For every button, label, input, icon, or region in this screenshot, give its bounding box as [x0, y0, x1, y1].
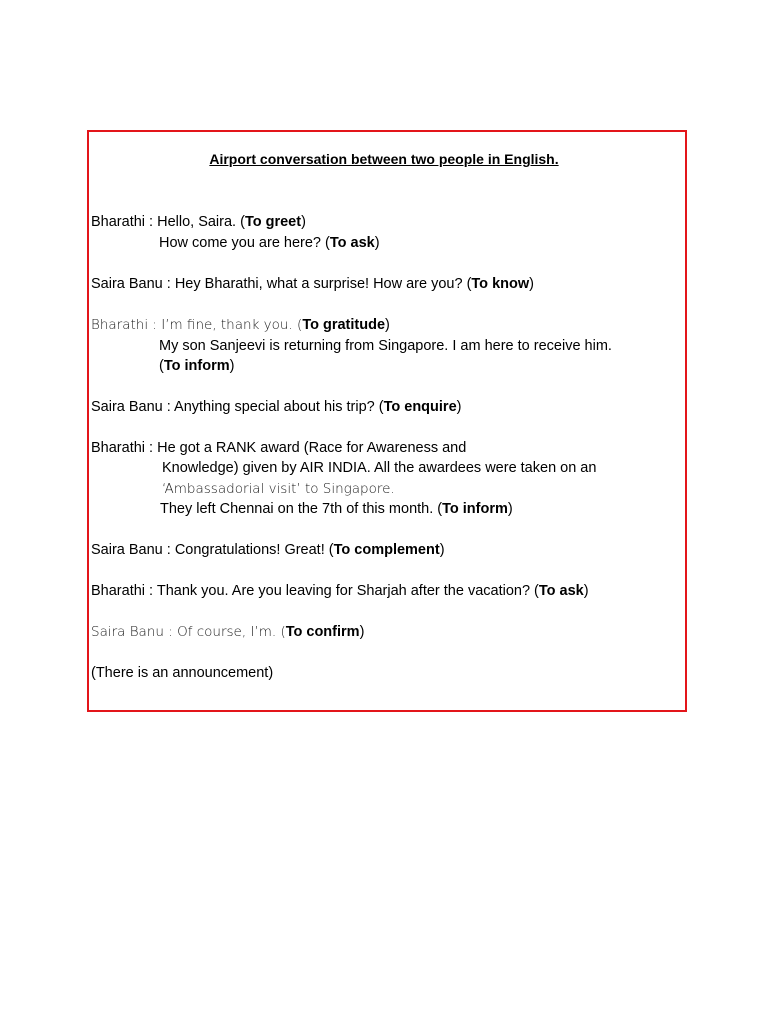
- function-tag: To know: [471, 276, 530, 292]
- function-tag: To enquire: [383, 399, 457, 415]
- dialogue-line: Knowledge) given by AIR INDIA. All the awardees were taken on an: [162, 460, 597, 476]
- function-tag: To confirm: [285, 624, 360, 640]
- function-tag: To greet: [244, 214, 302, 230]
- dialogue-line: Saira Banu : Of course, I’m. (To confirm): [91, 624, 365, 640]
- function-tag: To ask: [538, 583, 584, 599]
- function-tag: To inform: [442, 501, 508, 517]
- function-tag: To gratitude: [302, 317, 386, 333]
- dialogue-line: Bharathi : Hello, Saira. (To greet): [91, 214, 306, 230]
- dialogue-line: (There is an announcement): [91, 665, 274, 681]
- dialogue-line: How come you are here? (To ask): [159, 235, 380, 251]
- dialogue-line: Bharathi : I’m fine, thank you. (To gratitude): [91, 317, 390, 333]
- dialogue-line: Bharathi : He got a RANK award (Race for Awareness and: [91, 440, 467, 456]
- dialogue-line: They left Chennai on the 7th of this month. (To inform): [160, 501, 513, 517]
- dialogue-line: ‘Ambassadorial visit’ to Singapore.: [162, 481, 395, 497]
- document-title: Airport conversation between two people in English.: [209, 151, 559, 167]
- dialogue-line: Saira Banu : Anything special about his trip? (To enquire): [91, 399, 462, 415]
- dialogue-line: My son Sanjeevi is returning from Singapore. I am here to receive him.: [159, 338, 612, 354]
- dialogue-line: Saira Banu : Hey Bharathi, what a surprise! How are you? (To know): [91, 276, 534, 292]
- dialogue-line: Saira Banu : Congratulations! Great! (To complement): [91, 542, 445, 558]
- function-tag: To ask: [329, 235, 375, 251]
- dialogue-line: Bharathi : Thank you. Are you leaving for Sharjah after the vacation? (To ask): [91, 583, 589, 599]
- dialogue-line: (To inform): [159, 358, 235, 374]
- function-tag: To complement: [333, 542, 440, 558]
- function-tag: To inform: [163, 358, 230, 374]
